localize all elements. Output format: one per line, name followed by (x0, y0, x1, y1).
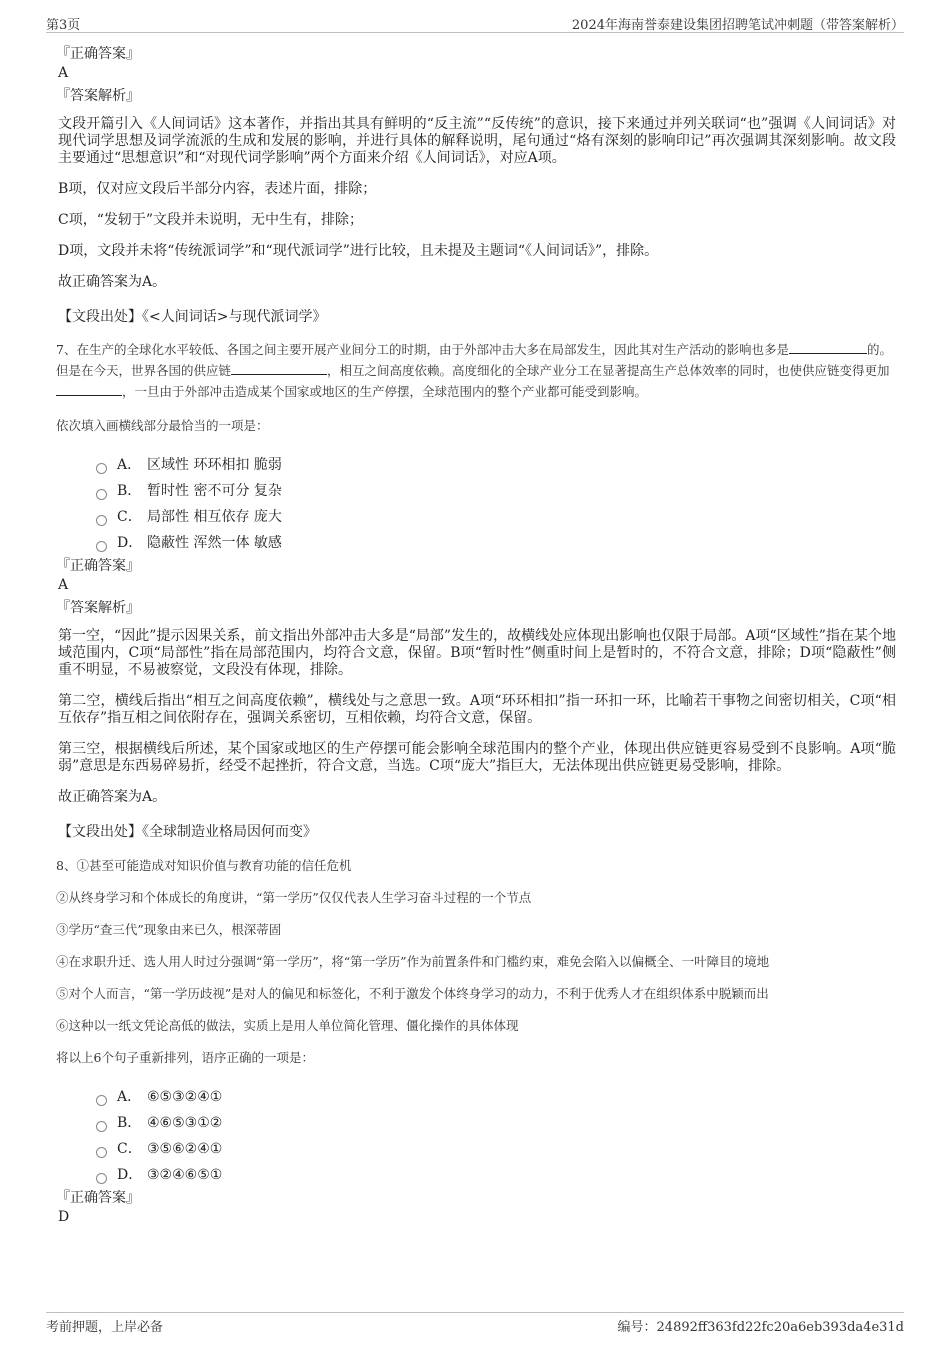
q6-answer-label: 『正确答案』 (56, 46, 140, 62)
q8-sentence: ⑥这种以一纸文凭论高低的做法，实质上是用人单位简化管理、僵化操作的具体体现 (56, 1018, 519, 1033)
q7-analysis-label: 『答案解析』 (56, 600, 140, 616)
q7-stem: 7、在生产的全球化水平较低、各国之间主要开展产业间分工的时期，由于外部冲击大多在局部发生，因此其对生产活动的影响也多是 的。但是在今天，世界各国的供应链 ，相互之间高度依赖。高度细化的全球产业分工在显著提高生产总体效率的同时，也使供应链变得更加，一旦由于外部冲击造成某个国家或地区的生产停摆，全球范围内的整个产业都可能受到影响。 (56, 339, 896, 402)
page-header (46, 10, 904, 33)
page-number: 第3页 (46, 18, 81, 33)
q6-answer: A (58, 65, 69, 81)
q8-answer-label: 『正确答案』 (56, 1190, 140, 1206)
radio-button[interactable] (96, 1121, 107, 1132)
q8-option-b[interactable]: B． ④⑥⑤③①② (96, 1110, 896, 1136)
fill-blank (231, 360, 327, 375)
q7-analysis-conclusion: 故正确答案为A。 (58, 789, 167, 805)
main-content (56, 44, 896, 1230)
q6-analysis-label: 『答案解析』 (56, 88, 140, 104)
document-title: 2024年海南誉泰建设集团招聘笔试冲刺题（带答案解析） (571, 18, 904, 33)
q8-sentence: ③学历“查三代”现象由来已久，根深蒂固 (56, 922, 282, 937)
q6-analysis-para: B项，仅对应文段后半部分内容，表述片面，排除； (58, 181, 377, 197)
fill-blank (56, 381, 122, 396)
q6-analysis-para: 文段开篇引入《人间词话》这本著作，并指出其具有鲜明的“反主流”“反传统”的意识，接下来通过并列关联词“也”强调《人间词话》对现代词学思想及词学流派的生成和发展的影响，并进行具体的解释说明，尾句通过“烙有深刻的影响印记”再次强调其深刻影响。故文段主要通过“思想意识”和“对现代词学影响”两个方面来介绍《人间词话》，对应A项。 (58, 116, 896, 166)
q7-option-d[interactable]: D． 隐蔽性 浑然一体 敏感 (96, 530, 896, 556)
q7-options (96, 452, 896, 556)
q6-analysis-conclusion: 故正确答案为A。 (58, 274, 167, 290)
q6-analysis-para: C项，“发轫于”文段并未说明，无中生有，排除； (58, 212, 364, 228)
radio-button[interactable] (96, 1173, 107, 1184)
q7-option-a[interactable]: A． 区域性 环环相扣 脆弱 (96, 452, 896, 478)
q6-analysis-para: D项，文段并未将“传统派词学”和“现代派词学”进行比较，且未提及主题词“《人间词话》”，排除。 (58, 243, 659, 259)
q8-option-c[interactable]: C． ③⑤⑥②④① (96, 1136, 896, 1162)
radio-button[interactable] (96, 489, 107, 500)
q8-sentence: ⑤对个人而言，“第一学历歧视”是对人的偏见和标签化，不利于激发个体终身学习的动力，不利于优秀人才在组织体系中脱颖而出 (56, 986, 769, 1001)
q8-option-d[interactable]: D． ③②④⑥⑤① (96, 1162, 896, 1188)
fill-blank (789, 339, 867, 354)
q8-options (96, 1084, 896, 1188)
q7-analysis-para: 第二空，横线后指出“相互之间高度依赖”，横线处与之意思一致。A项“环环相扣”指一环扣一环，比喻若干事物之间密切相关，C项“相互依存”指互相之间依附存在，强调关系密切，互相依赖，均符合文意，保留。 (58, 693, 896, 726)
radio-button[interactable] (96, 541, 107, 552)
radio-button[interactable] (96, 1147, 107, 1158)
q8-option-a[interactable]: A． ⑥⑤③②④① (96, 1084, 896, 1110)
q8-answer: D (58, 1209, 70, 1225)
q7-option-b[interactable]: B． 暂时性 密不可分 复杂 (96, 478, 896, 504)
page-footer (46, 1312, 904, 1337)
q7-analysis-para: 第一空，“因此”提示因果关系，前文指出外部冲击大多是“局部”发生的，故横线处应体现出影响也仅限于局部。A项“区域性”指在某个地域范围内，C项“局部性”指在局部范围内，均符合文意，保留。B项“暂时性”侧重时间上是暂时的，不符合文意，排除；D项“隐蔽性”侧重不明显，不易被察觉，文段没有体现，排除。 (58, 628, 896, 678)
q7-answer: A (58, 577, 69, 593)
q8-sentence: ②从终身学习和个体成长的角度讲，“第一学历”仅仅代表人生学习奋斗过程的一个节点 (56, 890, 532, 905)
q8-prompt: 将以上6个句子重新排列，语序正确的一项是： (56, 1050, 314, 1065)
q7-answer-label: 『正确答案』 (56, 558, 140, 574)
q7-analysis-para: 第三空，根据横线后所述，某个国家或地区的生产停摆可能会影响全球范围内的整个产业，体现出供应链更容易受到不良影响。A项“脆弱”意思是东西易碎易折，经受不起挫折，符合文意，当选。C项“庞大”指巨大，无法体现出供应链更易受影响，排除。 (58, 741, 896, 774)
document-id: 编号：24892ff363fd22fc20a6eb393da4e31d (617, 1320, 904, 1335)
q7-prompt: 依次填入画横线部分最恰当的一项是： (56, 418, 269, 433)
q6-source: 【文段出处】《<人间词话>与现代派词学》 (58, 309, 327, 325)
q7-source: 【文段出处】《全球制造业格局因何而变》 (58, 824, 317, 840)
radio-button[interactable] (96, 463, 107, 474)
footer-slogan: 考前押题，上岸必备 (46, 1320, 164, 1335)
q8-sentence: 8、①甚至可能造成对知识价值与教育功能的信任危机 (56, 858, 352, 873)
radio-button[interactable] (96, 1095, 107, 1106)
q8-sentence: ④在求职升迁、选人用人时过分强调“第一学历”，将“第一学历”作为前置条件和门槛约束，难免会陷入以偏概全、一叶障目的境地 (56, 954, 770, 969)
q7-option-c[interactable]: C． 局部性 相互依存 庞大 (96, 504, 896, 530)
radio-button[interactable] (96, 515, 107, 526)
